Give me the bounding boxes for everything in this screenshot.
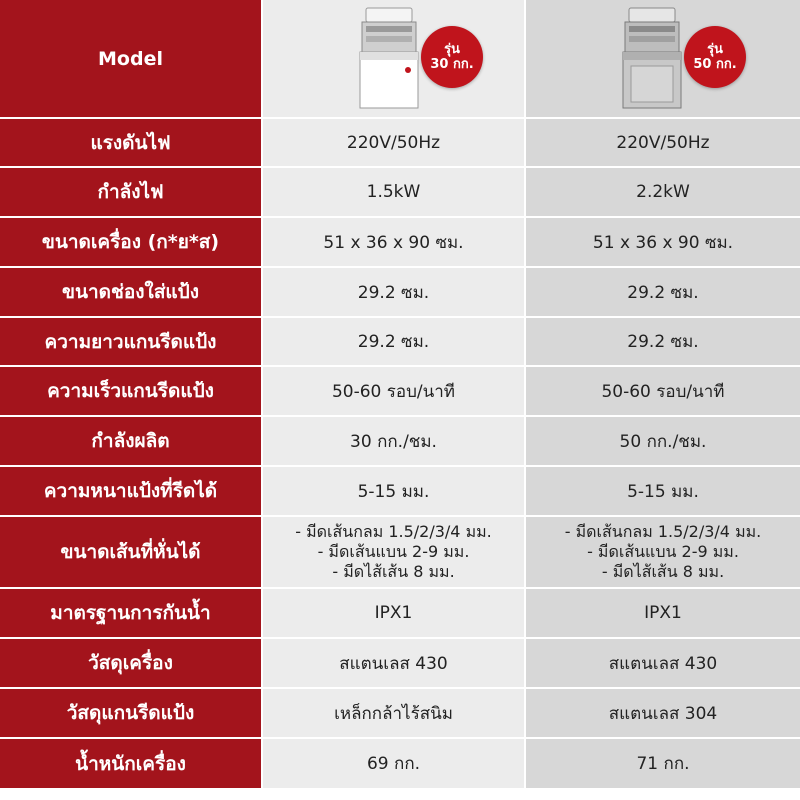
- row-value-50kg: 220V/50Hz: [526, 119, 800, 168]
- row-value-50kg: สแตนเลส 430: [526, 639, 800, 689]
- row-label: วัสดุแกนรีดแป้ง: [0, 689, 263, 739]
- row-value-30kg: 51 x 36 x 90 ซม.: [263, 218, 526, 268]
- noodle-machine-image: [358, 6, 420, 110]
- row-value-50kg: 5-15 มม.: [526, 467, 800, 517]
- capacity-badge: รุ่น 50 กก.: [684, 26, 746, 88]
- row-value-30kg: 50-60 รอบ/นาที: [263, 367, 526, 417]
- row-value-30kg: [263, 517, 526, 589]
- row-value-30kg: สแตนเลส 430: [263, 639, 526, 689]
- cutter-option: - มีดเส้นแบน 2-9 มม.: [587, 542, 739, 561]
- cutter-option: - มีดเส้นแบน 2-9 มม.: [317, 542, 470, 561]
- row-value-50kg: [526, 517, 800, 589]
- product-30kg-header: [263, 0, 526, 119]
- row-value-30kg: 1.5kW: [263, 168, 526, 218]
- row-value-50kg: 50 กก./ชม.: [526, 417, 800, 467]
- row-value-30kg: 220V/50Hz: [263, 119, 526, 168]
- capacity-badge: รุ่น 30 กก.: [421, 26, 483, 88]
- row-value-30kg: IPX1: [263, 589, 526, 639]
- row-value-30kg: 30 กก./ชม.: [263, 417, 526, 467]
- row-value-50kg: 29.2 ซม.: [526, 318, 800, 367]
- cutter-option: - มีดเส้นกลม 1.5/2/3/4 มม.: [295, 522, 492, 541]
- row-value-50kg: 50-60 รอบ/นาที: [526, 367, 800, 417]
- row-label: มาตรฐานการกันน้ำ: [0, 589, 263, 639]
- row-value-50kg: 71 กก.: [526, 739, 800, 790]
- row-value-30kg: 29.2 ซม.: [263, 268, 526, 318]
- row-label: วัสดุเครื่อง: [0, 639, 263, 689]
- row-label: กำลังไฟ: [0, 168, 263, 218]
- row-value-50kg: 51 x 36 x 90 ซม.: [526, 218, 800, 268]
- row-value-30kg: 69 กก.: [263, 739, 526, 790]
- row-value-50kg: สแตนเลส 304: [526, 689, 800, 739]
- row-label: ขนาดเส้นที่หั่นได้: [0, 517, 263, 589]
- cutter-option: - มีดเส้นกลม 1.5/2/3/4 มม.: [564, 522, 762, 541]
- row-label: น้ำหนักเครื่อง: [0, 739, 263, 790]
- row-label: ความเร็วแกนรีดแป้ง: [0, 367, 263, 417]
- product-50kg-header: [526, 0, 800, 119]
- row-label: ความยาวแกนรีดแป้ง: [0, 318, 263, 367]
- row-label: แรงดันไฟ: [0, 119, 263, 168]
- row-value-50kg: IPX1: [526, 589, 800, 639]
- noodle-machine-image: [621, 6, 683, 110]
- row-label: ขนาดเครื่อง (ก*ย*ส): [0, 218, 263, 268]
- cutter-option: - มีดไส้เส้น 8 มม.: [601, 562, 725, 581]
- row-label: ความหนาแป้งที่รีดได้: [0, 467, 263, 517]
- row-label: กำลังผลิต: [0, 417, 263, 467]
- row-value-30kg: 5-15 มม.: [263, 467, 526, 517]
- row-label: ขนาดช่องใส่แป้ง: [0, 268, 263, 318]
- row-value-30kg: เหล็กกล้าไร้สนิม: [263, 689, 526, 739]
- header-label: Model: [0, 0, 263, 119]
- cutter-option: - มีดไส้เส้น 8 มม.: [332, 562, 455, 581]
- row-value-50kg: 2.2kW: [526, 168, 800, 218]
- row-value-30kg: 29.2 ซม.: [263, 318, 526, 367]
- row-value-50kg: 29.2 ซม.: [526, 268, 800, 318]
